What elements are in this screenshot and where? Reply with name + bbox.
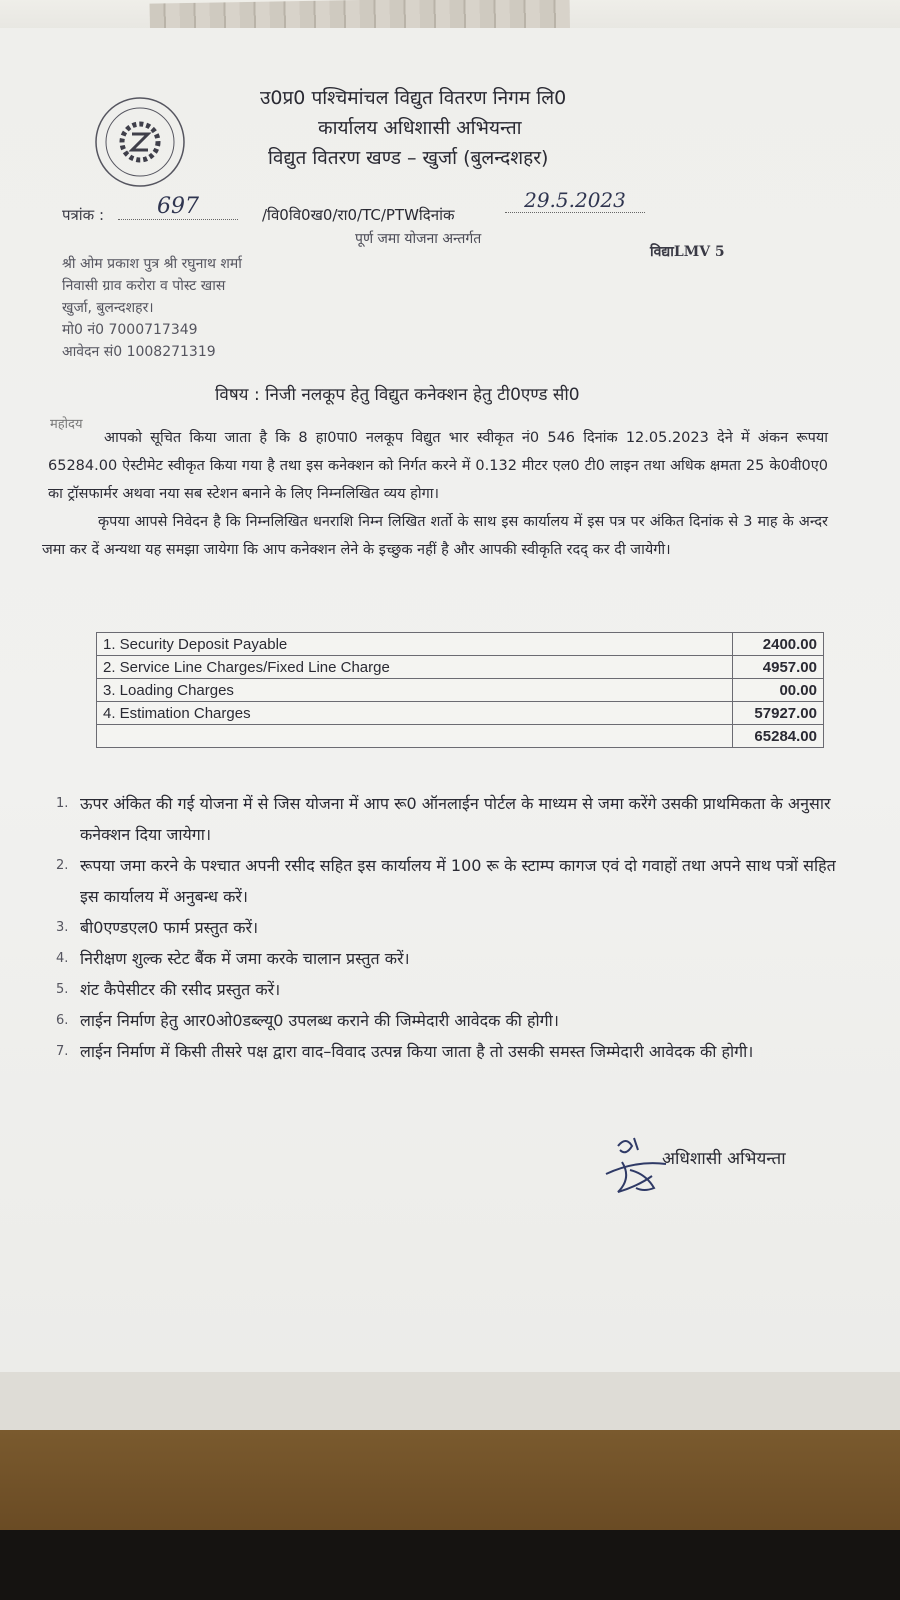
charge-row — [97, 725, 824, 748]
charge-amount: 57927.00 — [733, 702, 824, 725]
category-label: विद्याLMV 5 — [650, 244, 725, 260]
term-number: 4. — [56, 951, 69, 966]
term-text: शंट कैपेसीटर की रसीद प्रस्तुत करें। — [80, 980, 281, 999]
salutation: महोदय — [50, 417, 83, 432]
term-text: लाईन निर्माण हेतु आर0ओ0डब्ल्यू0 उपलब्ध कराने की जिम्मेदारी आवेदक की होगी। — [80, 1011, 559, 1030]
charge-row — [97, 633, 824, 656]
term-number: 3. — [56, 920, 69, 935]
term-number: 5. — [56, 982, 69, 997]
body-paragraph-2: कृपया आपसे निवेदन है कि निम्नलिखित धनराशि निम्न लिखित शर्तो के साथ इस कार्यालय में इस पत्र पर अंकित दिनांक से 3 माह के अन्दर जमा कर दें अन्यथा यह समझा जायेगा कि आप कनेक्शन लेने के इच्छुक नहीं है और आपकी स्वीकृति रदद् कर दी जायेगी। — [42, 514, 828, 558]
term-item — [48, 788, 858, 850]
body-paragraph-1: आपको सूचित किया जाता है कि 8 हा0पा0 नलकूप विद्युत भार स्वीकृत नं0 546 दिनांक 12.05.2023 देने में अंकन रूपया 65284.00 ऐस्टीमेट स्वीकृत किया गया है तथा इस कनेक्शन को निर्गत करने में 0.132 मीटर एल0 टी0 लाइन तथा अधिक क्षमता 25 के0वी0ए0 का ट्रॉसफार्मर अथवा नया सब स्टेशन बनाने के लिए निम्नलिखित व्यय होगा। — [48, 430, 828, 502]
charge-row — [97, 702, 824, 725]
letter-subject: विषय : निजी नलकूप हेतु विद्युत कनेक्शन हेतु टी0एण्ड सी0 — [215, 385, 580, 405]
division-name: विद्युत वितरण खण्ड – खुर्जा (बुलन्दशहर) — [268, 147, 549, 169]
term-text: बी0एण्डएल0 फार्म प्रस्तुत करें। — [80, 918, 259, 937]
term-number: 6. — [56, 1013, 69, 1028]
term-item — [48, 912, 858, 943]
charge-amount: 2400.00 — [733, 633, 824, 656]
letter-page — [0, 28, 900, 1382]
recipient-mobile: मो0 नं0 7000717349 — [62, 322, 198, 338]
wooden-surface — [0, 1430, 900, 1530]
charge-amount: 65284.00 — [733, 725, 824, 748]
charge-label — [97, 725, 733, 748]
charge-row — [97, 679, 824, 702]
org-name: उ0प्र0 पश्चिमांचल विद्युत वितरण निगम लि0 — [260, 87, 567, 109]
reference-date: 29.5.2023 — [505, 188, 645, 213]
term-text: रूपया जमा करने के पश्चात अपनी रसीद सहित इस कार्यालय में 100 रू के स्टाम्प कागज एवं दो गवाहों तथा अपने साथ पत्रों सहित इस कार्यालय में अनुबन्ध करें। — [80, 856, 836, 906]
charge-amount: 4957.00 — [733, 656, 824, 679]
reference-label: पत्रांक : — [62, 206, 105, 224]
term-number: 2. — [56, 858, 69, 873]
scheme-label: पूर्ण जमा योजना अन्तर्गत — [355, 231, 482, 247]
charge-label: 1. Security Deposit Payable — [97, 633, 733, 656]
term-item — [48, 1036, 858, 1067]
term-text: निरीक्षण शुल्क स्टेट बैंक में जमा करके चालान प्रस्तुत करें। — [80, 949, 410, 968]
charges-table — [96, 632, 824, 748]
charge-row — [97, 656, 824, 679]
term-number: 1. — [56, 796, 69, 811]
office-name: कार्यालय अधिशासी अभियन्ता — [318, 117, 522, 139]
term-item — [48, 850, 858, 912]
company-seal-icon — [92, 94, 188, 190]
recipient-address-line2: खुर्जा, बुलन्दशहर। — [62, 300, 154, 316]
recipient-name: श्री ओम प्रकाश पुत्र श्री रघुनाथ शर्मा — [62, 256, 242, 272]
reference-number: 697 — [118, 194, 238, 220]
charge-label: 4. Estimation Charges — [97, 702, 733, 725]
terms-list — [48, 788, 858, 1067]
signatory-title: अधिशासी अभियन्ता — [662, 1149, 786, 1169]
recipient-address-line1: निवासी ग्राव करोरा व पोस्ट खास — [62, 278, 226, 294]
charge-amount: 00.00 — [733, 679, 824, 702]
term-text: ऊपर अंकित की गई योजना में से जिस योजना में आप रू0 ऑनलाईन पोर्टल के माध्यम से जमा करेंगे उसकी प्राथमिकता के अनुसार कनेक्शन दिया जायेगा। — [80, 794, 831, 844]
term-item — [48, 1005, 858, 1036]
reference-code: /वि0वि0ख0/रा0/TC/PTWदिनांक — [262, 206, 455, 224]
term-item — [48, 943, 858, 974]
term-number: 7. — [56, 1044, 69, 1059]
charge-label: 3. Loading Charges — [97, 679, 733, 702]
lower-paper-edge — [0, 1372, 900, 1431]
recipient-application-number: आवेदन सं0 1008271319 — [62, 344, 216, 360]
charge-label: 2. Service Line Charges/Fixed Line Charge — [97, 656, 733, 679]
term-text: लाईन निर्माण में किसी तीसरे पक्ष द्वारा वाद–विवाद उत्पन्न किया जाता है तो उसकी समस्त जिम्मेदारी आवेदक की होगी। — [80, 1042, 754, 1061]
dark-floor — [0, 1530, 900, 1600]
term-item — [48, 974, 858, 1005]
